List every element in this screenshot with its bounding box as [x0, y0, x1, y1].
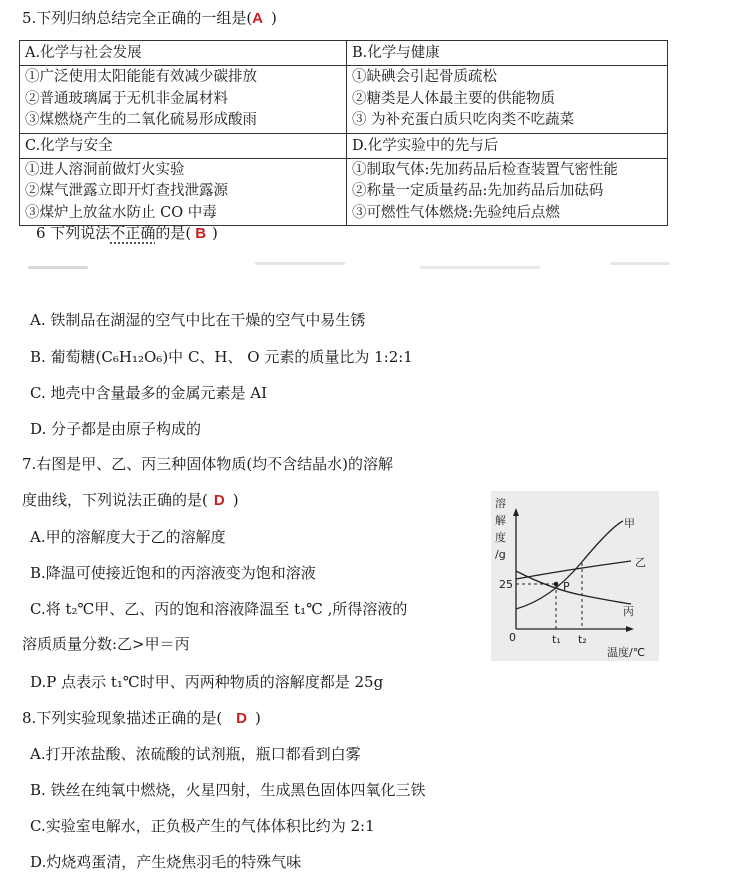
y-label-char: /g — [495, 548, 506, 561]
q6-answer: B — [195, 225, 207, 242]
q8-option-a: A.打开浓盐酸、浓硫酸的试剂瓶，瓶口都看到白雾 — [30, 745, 361, 763]
point-p — [554, 582, 559, 587]
q7-option-b: B.降温可使接近饱和的丙溶液变为饱和溶液 — [30, 564, 316, 582]
cell-b-title: B.化学与健康 — [347, 41, 668, 66]
q6-stem-post: 的是( — [155, 224, 192, 242]
q8-option-d: D.灼烧鸡蛋清，产生烧焦羽毛的特殊气味 — [30, 853, 302, 871]
q6-option-c: C. 地壳中含量最多的金属元素是 AI — [30, 384, 268, 402]
origin-label: 0 — [509, 631, 516, 644]
x-tick-t2: t₂ — [578, 633, 587, 646]
q7-option-c-cont: 溶质质量分数:乙>甲＝丙 — [22, 635, 190, 653]
list-item: ①制取气体:先加药品后检查装置气密性能 — [352, 161, 618, 178]
q5-answer: A — [252, 10, 264, 27]
y-tick-label: 25 — [499, 578, 513, 591]
q5-table — [19, 40, 668, 226]
y-label-char: 溶 — [495, 497, 506, 510]
q7-option-a: A.甲的溶解度大于乙的溶解度 — [30, 528, 226, 546]
list-item: ②称量一定质量药品:先加药品后加砝码 — [352, 183, 604, 199]
list-item: ②普通玻璃属于无机非金属材料 — [25, 90, 228, 107]
q7-answer: D — [213, 492, 225, 509]
q8-stem — [22, 707, 261, 728]
q7-stem-text: 度曲线，下列说法正确的是( — [22, 491, 208, 509]
point-p-label: P — [563, 580, 570, 593]
list-item: ③ 为补充蛋白质只吃肉类不吃蔬菜 — [352, 112, 575, 128]
q8-stem-text: 8.下列实验现象描述正确的是( — [22, 709, 223, 727]
cell-a-items — [20, 66, 347, 134]
q6-stem-emphasis: 不正确 — [110, 224, 156, 242]
curve-label-yi: 乙 — [635, 556, 646, 569]
q6-stem-pre: 6 下列说法 — [36, 224, 111, 242]
y-label-char: 解 — [495, 514, 506, 527]
scan-smudge — [610, 262, 670, 265]
curve-yi — [516, 561, 631, 579]
y-axis-arrow — [513, 508, 519, 516]
list-item: ①缺碘会引起骨质疏松 — [352, 69, 497, 85]
scan-smudge — [420, 266, 540, 269]
q7-option-d: D.P 点表示 t₁℃时甲、丙两种物质的溶解度都是 25g — [30, 673, 384, 691]
q6-stem-end: ) — [212, 224, 218, 242]
list-item: ①广泛使用太阳能能有效减少碳排放 — [25, 69, 257, 85]
curve-label-bing: 丙 — [623, 605, 634, 618]
q5-stem-text: 5.下列归纳总结完全正确的一组是( — [22, 9, 253, 27]
q7-option-c: C.将 t₂℃甲、乙、丙的饱和溶液降温至 t₁℃ ,所得溶液的 — [30, 600, 408, 618]
cell-d-items — [347, 158, 668, 226]
solubility-graph — [491, 491, 659, 661]
list-item: ③可燃性气体燃烧:先验纯后点燃 — [352, 204, 560, 221]
q7-stem-end: ) — [232, 491, 239, 509]
q6-option-a: A. 铁制品在湖湿的空气中比在干燥的空气中易生锈 — [30, 311, 366, 329]
cell-d-title: D.化学实验中的先与后 — [347, 133, 668, 158]
q8-answer: D — [236, 710, 248, 727]
q6-stem — [36, 222, 218, 243]
table-row — [20, 66, 668, 134]
q6-option-d: D. 分子都是由原子构成的 — [30, 420, 202, 438]
q5-stem — [22, 7, 277, 28]
q8-option-c: C.实验室电解水，正负极产生的气体体积比约为 2:1 — [30, 817, 375, 835]
q7-stem-line2 — [22, 489, 239, 510]
table-row — [20, 158, 668, 226]
curve-label-jia: 甲 — [624, 517, 635, 530]
x-tick-t1: t₁ — [552, 633, 561, 646]
cell-a-title: A.化学与社会发展 — [20, 41, 347, 66]
list-item: ②煤气泄露立即开灯查找泄露源 — [25, 183, 228, 199]
q7-stem-line1: 7.右图是甲、乙、丙三种固体物质(均不含结晶水)的溶解 — [22, 455, 394, 473]
q8-option-b: B. 铁丝在纯氧中燃烧，火星四射，生成黑色固体四氧化三铁 — [30, 781, 426, 799]
list-item: ③煤炉上放盆水防止 CO 中毒 — [25, 204, 217, 221]
cell-c-items — [20, 158, 347, 226]
x-axis-arrow — [626, 626, 634, 632]
curve-jia — [516, 521, 623, 609]
q8-stem-end: ) — [255, 709, 261, 727]
cell-b-items — [347, 66, 668, 134]
solubility-graph-svg — [491, 491, 659, 661]
x-axis-label: 温度/℃ — [607, 646, 646, 659]
list-item: ①进人溶洞前做灯火实验 — [25, 161, 185, 178]
cell-c-title: C.化学与安全 — [20, 133, 347, 158]
y-label-char: 度 — [495, 531, 506, 544]
list-item: ②糖类是人体最主要的供能物质 — [352, 90, 555, 107]
table-row — [20, 133, 668, 158]
q6-option-b: B. 葡萄糖(C₆H₁₂O₆)中 C、H、 O 元素的质量比为 1:2:1 — [30, 348, 413, 366]
list-item: ③煤燃烧产生的二氧化硫易形成酸雨 — [25, 112, 257, 128]
q5-stem-end: ) — [271, 9, 277, 27]
scan-smudge — [255, 262, 345, 265]
table-row — [20, 41, 668, 66]
scan-smudge — [28, 266, 88, 269]
